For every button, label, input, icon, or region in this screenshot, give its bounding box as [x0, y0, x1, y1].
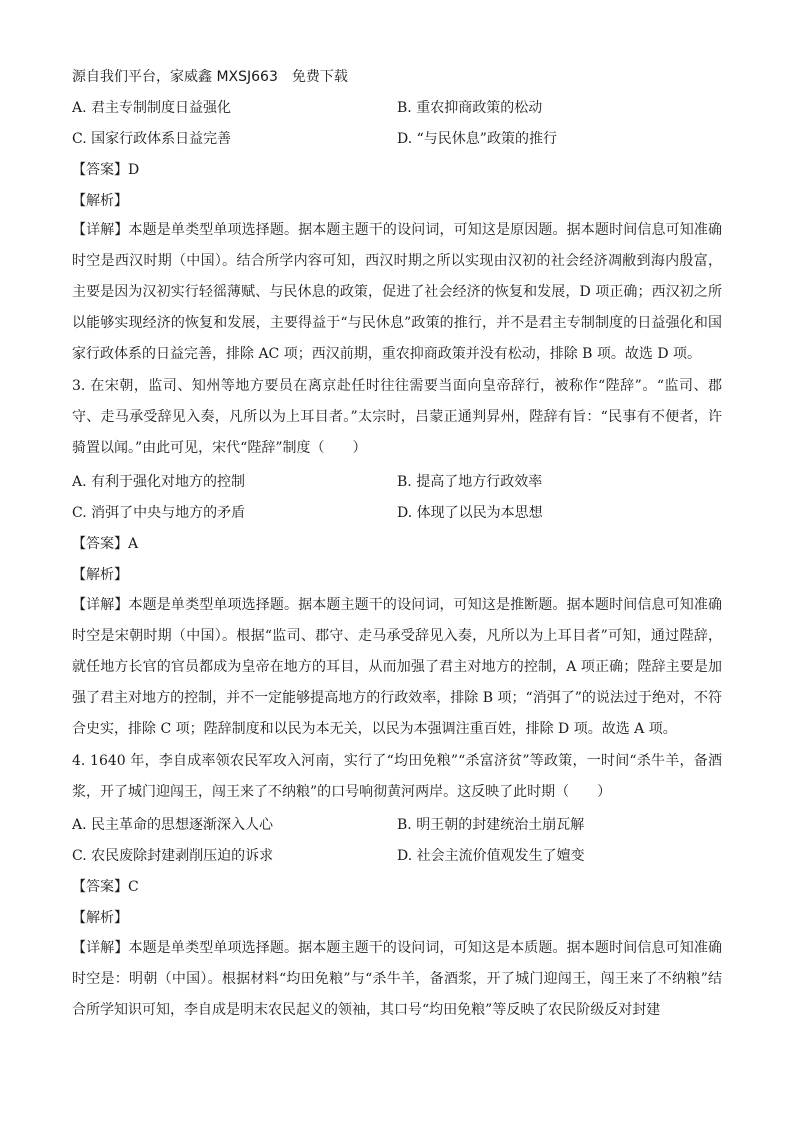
q3-answer: 【答案】A — [72, 536, 139, 552]
q2-option-c: C. 国家行政体系日益完善 — [72, 131, 232, 147]
q3-detail: 【详解】本题是单类型单项选择题。据本题主题干的设问词，可知这是推断题。据本题时间信息可知准确时空是宋朝时期（中国）。根据“监司、郡守、走马承受辞见入奏，凡所以为上耳目者”可知，通过陛辞，就任地方长官的官员都成为皇帝在地方的耳目，从而加强了君主对地方的控制，A 项正确；陛辞主要是加强了君主对地方的控制，并不一定能够提高地方的行政效率，排除 B 项；“消弭了”的说法过于绝对，不符合史实，排除 C 项；陛辞制度和以民为本无关，以民为本强调注重百姓，排除 D 项。故选 A 项。 — [72, 597, 722, 737]
q4-option-d: D. 社会主流价值观发生了嬗变 — [397, 848, 585, 864]
q3-option-b: B. 提高了地方行政效率 — [397, 474, 543, 490]
q4-option-c: C. 农民废除封建剥削压迫的诉求 — [72, 848, 274, 864]
q2-analysis-label: 【解析】 — [72, 193, 128, 209]
q4-analysis-label: 【解析】 — [72, 910, 128, 926]
q3-stem: 3. 在宋朝，监司、知州等地方要员在离京赴任时往往需要当面向皇帝辞行，被称作“陛辞”。“监司、郡守、走马承受辞见入奏，凡所以为上耳目者。”太宗时，吕蒙正通判昇州，陛辞有旨：“民事有不便者，许骑置以闻。”由此可见，宋代“陛辞”制度（ ） — [72, 378, 722, 456]
source-header: 源自我们平台，家威鑫 MXSJ663 免费下载 — [72, 69, 348, 85]
q2-detail: 【详解】本题是单类型单项选择题。据本题主题干的设问词，可知这是原因题。据本题时间信息可知准确时空是西汉时期（中国）。结合所学内容可知，西汉时期之所以实现由汉初的社会经济凋敝到海内殷富，主要是因为汉初实行轻徭薄赋、与民休息的政策，促进了社会经济的恢复和发展，D 项正确；西汉初之所以能够实现经济的恢复和发展，主要得益于“与民休息”政策的推行，并不是君主专制制度的日益强化和国家行政体系的日益完善，排除 AC 项；西汉前期，重农抑商政策并没有松动，排除 B 项。故选 D 项。 — [72, 222, 722, 362]
q3-option-a: A. 有利于强化对地方的控制 — [72, 474, 246, 490]
q4-answer: 【答案】C — [72, 879, 139, 895]
q4-stem: 4. 1640 年，李自成率领农民军攻入河南，实行了“均田免粮”“杀富济贫”等政策，一时间“杀牛羊，备酒浆，开了城门迎闯王，闯王来了不纳粮”的口号响彻黄河两岸。这反映了此时期（ ） — [72, 753, 722, 800]
q2-option-d: D. “与民休息”政策的推行 — [397, 131, 557, 147]
q2-option-a: A. 君主专制制度日益强化 — [72, 100, 232, 116]
q4-option-b: B. 明王朝的封建统治土崩瓦解 — [397, 817, 585, 833]
q2-answer: 【答案】D — [72, 162, 140, 178]
q2-option-b: B. 重农抑商政策的松动 — [397, 100, 543, 116]
q3-analysis-label: 【解析】 — [72, 567, 128, 583]
q3-option-d: D. 体现了以民为本思想 — [397, 505, 543, 521]
q4-option-a: A. 民主革命的思想逐渐深入人心 — [72, 817, 274, 833]
q4-detail: 【详解】本题是单类型单项选择题。据本题主题干的设问词，可知这是本质题。据本题时间信息可知准确时空是：明朝（中国）。根据材料“均田免粮”与“杀牛羊，备酒浆，开了城门迎闯王，闯王来了不纳粮”结合所学知识可知，李自成是明末农民起义的领袖，其口号“均田免粮”等反映了农民阶级反对封建 — [72, 940, 722, 1018]
q3-option-c: C. 消弭了中央与地方的矛盾 — [72, 505, 246, 521]
